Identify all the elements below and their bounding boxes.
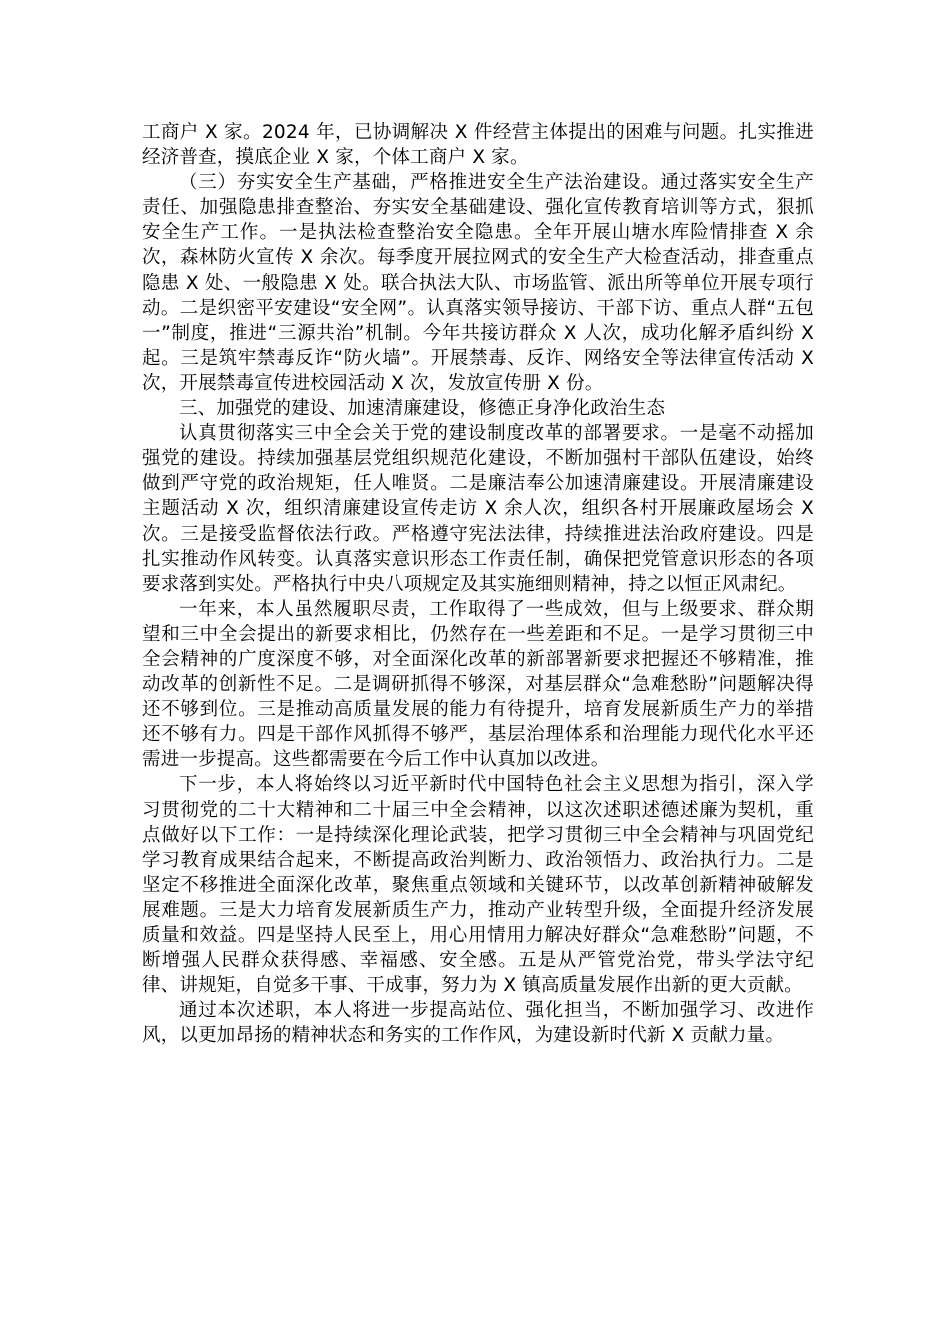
- paragraph-safety-production: （三）夯实安全生产基础，严格推进安全生产法治建设。通过落实安全生产责任、加强隐患排查整治、夯实安全基础建设、强化宣传教育培训等方式，狠抓安全生产工作。一是执法检查整治安全隐患。全年开展山塘水库险情排查 X 余次，森林防火宣传 X 余次。每季度开展拉网式的安全生产大检查活动，排查重点隐患 X 处、一般隐患 X 处。联合执法大队、市场监管、派出所等单位开展专项行动。二是织密平安建设“安全网”。认真落实领导接访、干部下访、重点人群“五包一”制度，推进“三源共治”机制。今年共接访群众 X 人次，成功化解矛盾纠纷 X 起。三是筑牢禁毒反诈“防火墙”。开展禁毒、反诈、网络安全等法律宣传活动 X 次，开展禁毒宣传进校园活动 X 次，发放宣传册 X 份。: [142, 172, 814, 394]
- document-body: [142, 120, 814, 1048]
- paragraph-next-steps: 下一步，本人将始终以习近平新时代中国特色社会主义思想为指引，深入学习贯彻党的二十大精神和二十届三中全会精神，以这次述职述德述廉为契机，重点做好以下工作：一是持续深化理论武装，把学习贯彻三中全会精神与巩固党纪学习教育成果结合起来，不断提高政治判断力、政治领悟力、政治执行力。二是坚定不移推进全面深化改革，聚焦重点领域和关键环节，以改革创新精神破解发展难题。三是大力培育发展新质生产力，推动产业转型升级，全面提升经济发展质量和效益。四是坚持人民至上，用心用情用力解决好群众“急难愁盼”问题，不断增强人民群众获得感、幸福感、安全感。五是从严管党治党，带头学法守纪律、讲规矩，自觉多干事、干成事，努力为 X 镇高质量发展作出新的更大贡献。: [142, 774, 814, 997]
- paragraph-shortcomings: 一年来，本人虽然履职尽责，工作取得了一些成效，但与上级要求、群众期望和三中全会提出的新要求相比，仍然存在一些差距和不足。一是学习贯彻三中全会精神的广度深度不够，对全面深化改革的新部署新要求把握还不够精准，推动改革的创新性不足。二是调研抓得不够深，对基层群众“急难愁盼”问题解决得还不够到位。三是推动高质量发展的能力有待提升，培育发展新质生产力的举措还不够有力。四是干部作风抓得不够严，基层治理体系和治理能力现代化水平还需进一步提高。这些都需要在今后工作中认真加以改进。: [142, 598, 814, 771]
- paragraph-conclusion: 通过本次述职，本人将进一步提高站位、强化担当，不断加强学习、改进作风，以更加昂扬的精神状态和务实的工作作风，为建设新时代新 X 贡献力量。: [142, 1000, 814, 1047]
- paragraph-party-building: 认真贯彻落实三中全会关于党的建设制度改革的部署要求。一是毫不动摇加强党的建设。持续加强基层党组织规范化建设，不断加强村干部队伍建设，始终做到严守党的政治规矩，任人唯贤。二是廉洁奉公加速清廉建设。开展清廉建设主题活动 X 次，组织清廉建设宣传走访 X 余人次，组织各村开展廉政屋场会 X 次。三是接受监督依法行政。严格遵守宪法法律，持续推进法治政府建设。四是扎实推动作风转变。认真落实意识形态工作责任制，确保把党管意识形态的各项要求落到实处。严格执行中央八项规定及其实施细则精神，持之以恒正风肃纪。: [142, 423, 814, 595]
- paragraph-continuation: 工商户 X 家。2024 年，已协调解决 X 件经营主体提出的困难与问题。扎实推进经济普查，摸底企业 X 家，个体工商户 X 家。: [142, 122, 814, 169]
- section-heading-party-building: 三、加强党的建设、加速清廉建设，修德正身净化政治生态: [179, 398, 666, 420]
